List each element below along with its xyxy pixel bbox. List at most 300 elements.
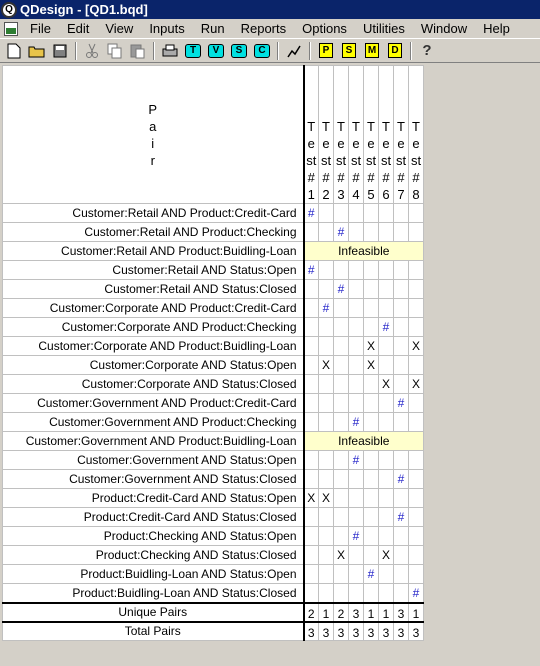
pair-header-letter: i	[151, 135, 155, 151]
m-icon: M	[365, 43, 379, 58]
grid-cell[interactable]	[394, 413, 409, 432]
grid-cell[interactable]: #	[394, 508, 409, 527]
grid-cell[interactable]	[394, 451, 409, 470]
grid-cell[interactable]	[364, 584, 379, 603]
test-header-text: T	[382, 119, 390, 134]
menu-edit[interactable]: Edit	[66, 21, 90, 36]
test-header-text: e	[352, 136, 360, 151]
pair-label: Customer:Corporate AND Status:Open	[3, 356, 304, 375]
table-row	[3, 470, 424, 489]
grid-cell[interactable]	[364, 508, 379, 527]
pair-label: Product:Checking AND Status:Closed	[3, 546, 304, 565]
menu-reports[interactable]: Reports	[240, 21, 287, 36]
test-tool-button[interactable]	[183, 41, 203, 61]
p-report-button[interactable]	[316, 41, 336, 61]
table-row	[3, 204, 424, 223]
grid-cell[interactable]: #	[379, 318, 394, 337]
grid-cell[interactable]	[379, 527, 394, 546]
grid-cell[interactable]	[379, 299, 394, 318]
grid-cell[interactable]	[364, 280, 379, 299]
grid-cell[interactable]	[304, 546, 319, 565]
grid-cell[interactable]	[334, 470, 349, 489]
summary-label: Total Pairs	[3, 622, 304, 641]
test-header-text: 5	[367, 187, 375, 202]
grid-cell[interactable]	[394, 204, 409, 223]
pairs-grid	[2, 65, 424, 641]
pair-label: Customer:Government AND Status:Open	[3, 451, 304, 470]
pair-label: Product:Credit-Card AND Status:Closed	[3, 508, 304, 527]
grid-cell[interactable]	[319, 546, 334, 565]
grid-cell[interactable]	[379, 261, 394, 280]
test-header-text: 1	[307, 187, 315, 202]
grid-cell[interactable]	[304, 508, 319, 527]
grid-cell[interactable]	[319, 394, 334, 413]
grid-cell[interactable]	[364, 318, 379, 337]
grid-cell[interactable]: X	[364, 337, 379, 356]
test-header-text: #	[367, 170, 375, 185]
pair-label: Customer:Retail AND Product:Checking	[3, 223, 304, 242]
table-row	[3, 565, 424, 584]
grid-cell[interactable]	[379, 337, 394, 356]
grid-cell[interactable]	[394, 356, 409, 375]
menu-file[interactable]: File	[30, 21, 51, 36]
pair-label: Customer:Corporate AND Product:Buidling-Loan	[3, 337, 304, 356]
menu-run[interactable]: Run	[200, 21, 225, 36]
grid-cell[interactable]	[409, 451, 424, 470]
table-row	[3, 318, 424, 337]
grid-cell[interactable]	[379, 584, 394, 603]
grid-cell[interactable]	[394, 546, 409, 565]
grid-cell[interactable]	[349, 546, 364, 565]
grid-cell[interactable]	[364, 394, 379, 413]
grid-cell[interactable]	[304, 337, 319, 356]
grid-cell[interactable]	[304, 470, 319, 489]
grid-cell[interactable]	[379, 204, 394, 223]
grid-cell[interactable]	[364, 204, 379, 223]
test-header-text: st	[395, 153, 407, 168]
grid-cell[interactable]	[379, 489, 394, 508]
grid-cell[interactable]	[379, 356, 394, 375]
summary-value: 1	[364, 603, 379, 622]
summary-value: 1	[409, 603, 424, 622]
grid-cell[interactable]: #	[304, 261, 319, 280]
test-column-header[interactable]	[319, 66, 334, 204]
pair-header-letter: a	[149, 118, 157, 134]
test-header-text: 4	[352, 187, 360, 202]
summary-value: 3	[409, 622, 424, 641]
test-header-text: T	[307, 119, 316, 134]
pair-label: Customer:Retail AND Status:Closed	[3, 280, 304, 299]
summary-value: 3	[364, 622, 379, 641]
s-tool-button[interactable]	[229, 41, 249, 61]
grid-cell[interactable]: #	[394, 394, 409, 413]
test-header-text: e	[397, 136, 405, 151]
grid-cell[interactable]: #	[349, 527, 364, 546]
pair-column-header	[3, 66, 304, 204]
grid-cell[interactable]	[379, 565, 394, 584]
grid-cell[interactable]	[334, 508, 349, 527]
test-header-text: T	[397, 119, 405, 134]
grid-cell[interactable]	[334, 261, 349, 280]
summary-value: 1	[319, 603, 334, 622]
test-header-text: T	[337, 119, 345, 134]
grid-cell[interactable]	[364, 451, 379, 470]
test-header-text: st	[350, 153, 362, 168]
summary-value: 3	[349, 622, 364, 641]
grid-cell[interactable]	[379, 508, 394, 527]
grid-cell[interactable]	[394, 565, 409, 584]
grid-cell[interactable]	[394, 527, 409, 546]
grid-cell[interactable]	[394, 337, 409, 356]
test-header-text: st	[306, 153, 317, 168]
grid-cell[interactable]	[319, 318, 334, 337]
test-header-text: T	[412, 119, 420, 134]
grid-cell[interactable]: X	[409, 337, 424, 356]
table-row	[3, 223, 424, 242]
test-header-text: #	[382, 170, 390, 185]
v-tool-button[interactable]	[206, 41, 226, 61]
grid-cell[interactable]	[379, 413, 394, 432]
test-column-header[interactable]	[304, 66, 319, 204]
pair-header-letter: P	[148, 101, 158, 117]
grid-cell[interactable]: X	[304, 489, 319, 508]
grid-cell[interactable]	[319, 413, 334, 432]
grid-cell[interactable]	[304, 451, 319, 470]
m-report-button[interactable]	[362, 41, 382, 61]
grid-cell[interactable]	[394, 223, 409, 242]
grid-cell[interactable]	[409, 413, 424, 432]
pair-label: Customer:Corporate AND Product:Checking	[3, 318, 304, 337]
test-column-header[interactable]	[394, 66, 409, 204]
grid-cell[interactable]	[349, 299, 364, 318]
test-header-text: st	[380, 153, 392, 168]
menu-inputs[interactable]: Inputs	[149, 21, 185, 36]
grid-cell[interactable]	[304, 299, 319, 318]
pair-label: Customer:Government AND Product:Checking	[3, 413, 304, 432]
grid-cell[interactable]	[409, 565, 424, 584]
grid-cell[interactable]	[379, 394, 394, 413]
grid-cell[interactable]	[304, 394, 319, 413]
grid-cell[interactable]	[334, 337, 349, 356]
grid-cell[interactable]	[349, 375, 364, 394]
toolbar	[0, 38, 540, 63]
grid-cell[interactable]: X	[364, 356, 379, 375]
grid-cell[interactable]	[319, 204, 334, 223]
test-header-text: T	[322, 119, 330, 134]
table-row	[3, 280, 424, 299]
t-icon: T	[185, 44, 201, 58]
grid-cell[interactable]	[394, 489, 409, 508]
pair-header-letter: r	[150, 152, 155, 168]
grid-cell[interactable]	[379, 280, 394, 299]
test-header-text: e	[367, 136, 375, 151]
grid-cell[interactable]: X	[334, 546, 349, 565]
test-column-header[interactable]	[364, 66, 379, 204]
grid-cell[interactable]	[394, 375, 409, 394]
grid-cell[interactable]	[364, 413, 379, 432]
v-icon: V	[208, 44, 224, 58]
grid-cell[interactable]	[304, 375, 319, 394]
summary-value: 3	[349, 603, 364, 622]
grid-cell[interactable]	[394, 299, 409, 318]
test-header-text: st	[365, 153, 377, 168]
grid-cell[interactable]	[394, 280, 409, 299]
grid-cell[interactable]	[334, 413, 349, 432]
test-header-text: #	[322, 170, 330, 185]
save-icon[interactable]	[50, 41, 70, 61]
grid-cell[interactable]: X	[319, 356, 334, 375]
test-header-text: 6	[382, 187, 390, 202]
table-row	[3, 375, 424, 394]
grid-cell[interactable]	[364, 546, 379, 565]
grid-cell[interactable]	[304, 280, 319, 299]
test-header-text: st	[320, 153, 332, 168]
test-header-text: #	[412, 170, 420, 185]
grid-cell[interactable]	[334, 204, 349, 223]
s-report-button[interactable]	[339, 41, 359, 61]
s-icon: S	[231, 44, 247, 58]
p-icon: P	[319, 43, 333, 58]
grid-cell[interactable]	[349, 261, 364, 280]
paste-icon[interactable]	[128, 41, 148, 61]
test-header-text: e	[382, 136, 390, 151]
grid-cell[interactable]	[409, 394, 424, 413]
grid-cell[interactable]	[349, 280, 364, 299]
d-icon: D	[388, 43, 402, 58]
grid-cell[interactable]	[319, 527, 334, 546]
table-row	[3, 394, 424, 413]
test-header-text: #	[352, 170, 360, 185]
menu-utilities[interactable]: Utilities	[362, 21, 405, 36]
test-header-text: T	[367, 119, 375, 134]
menu-window[interactable]: Window	[420, 21, 468, 36]
grid-cell[interactable]	[349, 223, 364, 242]
table-row	[3, 432, 424, 451]
table-row	[3, 489, 424, 508]
grid-cell[interactable]: #	[304, 204, 319, 223]
grid-cell[interactable]	[304, 584, 319, 603]
grid-cell[interactable]: #	[349, 451, 364, 470]
grid-cell[interactable]	[409, 356, 424, 375]
grid-cell[interactable]	[349, 508, 364, 527]
grid-cell[interactable]: #	[334, 223, 349, 242]
grid-cell[interactable]	[334, 565, 349, 584]
grid-cell[interactable]: X	[379, 375, 394, 394]
grid-cell[interactable]	[319, 451, 334, 470]
grid-cell[interactable]	[409, 204, 424, 223]
print-icon[interactable]	[160, 41, 180, 61]
test-header-text: 2	[322, 187, 330, 202]
cut-icon[interactable]	[82, 41, 102, 61]
pair-label: Customer:Corporate AND Product:Credit-Card	[3, 299, 304, 318]
new-file-icon[interactable]	[4, 41, 24, 61]
test-header-text: st	[410, 153, 422, 168]
window-title: QDesign - [QD1.bqd]	[20, 2, 148, 17]
summary-value: 2	[334, 603, 349, 622]
grid-cell[interactable]	[319, 337, 334, 356]
grid-cell[interactable]	[334, 394, 349, 413]
grid-cell[interactable]: #	[394, 470, 409, 489]
app-logo-icon[interactable]: Q	[1, 2, 17, 18]
test-header-text: st	[335, 153, 347, 168]
grid-cell[interactable]	[394, 584, 409, 603]
summary-value: 2	[304, 603, 319, 622]
grid-cell[interactable]	[364, 223, 379, 242]
grid-cell[interactable]	[334, 299, 349, 318]
grid-cell[interactable]	[349, 565, 364, 584]
grid-cell[interactable]	[379, 451, 394, 470]
grid-cell[interactable]	[334, 318, 349, 337]
grid-cell[interactable]: #	[409, 584, 424, 603]
grid-cell[interactable]	[409, 280, 424, 299]
table-row	[3, 261, 424, 280]
toolbar-separator	[277, 42, 279, 60]
menu-help[interactable]: Help	[483, 21, 510, 36]
grid-cell[interactable]	[364, 489, 379, 508]
grid-cell[interactable]	[304, 318, 319, 337]
grid-cell[interactable]	[379, 470, 394, 489]
table-row	[3, 299, 424, 318]
c-tool-button[interactable]	[252, 41, 272, 61]
open-folder-icon[interactable]	[27, 41, 47, 61]
test-header-text: T	[352, 119, 360, 134]
grid-cell[interactable]	[319, 375, 334, 394]
summary-value: 3	[319, 622, 334, 641]
empty-workspace	[423, 65, 540, 666]
grid-cell[interactable]	[409, 527, 424, 546]
summary-value: 1	[379, 603, 394, 622]
grid-cell[interactable]	[349, 584, 364, 603]
table-row	[3, 508, 424, 527]
copy-icon[interactable]	[105, 41, 125, 61]
d-report-button[interactable]	[385, 41, 405, 61]
test-header-text: 3	[337, 187, 345, 202]
grid-cell[interactable]	[319, 508, 334, 527]
summary-value: 3	[334, 622, 349, 641]
grid-cell[interactable]	[364, 261, 379, 280]
pair-label: Customer:Government AND Product:Buidling-Loan	[3, 432, 304, 451]
document-icon[interactable]	[4, 22, 18, 36]
grid-cell[interactable]	[364, 527, 379, 546]
summary-value: 3	[379, 622, 394, 641]
summary-value: 3	[304, 622, 319, 641]
grid-cell[interactable]: X	[409, 375, 424, 394]
grid-cell[interactable]: #	[319, 299, 334, 318]
grid-cell[interactable]	[409, 299, 424, 318]
pair-label: Customer:Government AND Status:Closed	[3, 470, 304, 489]
grid-cell[interactable]: #	[364, 565, 379, 584]
grid-cell[interactable]	[304, 527, 319, 546]
grid-cell[interactable]	[409, 489, 424, 508]
grid-cell[interactable]	[334, 356, 349, 375]
grid-cell[interactable]: X	[319, 489, 334, 508]
grid-cell[interactable]	[334, 375, 349, 394]
infeasible-cell: Infeasible	[304, 432, 424, 451]
grid-cell[interactable]: X	[379, 546, 394, 565]
grid-cell[interactable]: #	[349, 413, 364, 432]
table-row	[3, 451, 424, 470]
grid-cell[interactable]	[349, 470, 364, 489]
grid-cell[interactable]	[319, 223, 334, 242]
test-column-header[interactable]	[334, 66, 349, 204]
test-column-header[interactable]	[349, 66, 364, 204]
grid-cell[interactable]	[319, 470, 334, 489]
grid-cell[interactable]	[304, 413, 319, 432]
grid-cell[interactable]	[349, 356, 364, 375]
grid-cell[interactable]	[319, 280, 334, 299]
toolbar-separator	[153, 42, 155, 60]
grid-cell[interactable]	[409, 318, 424, 337]
grid-cell[interactable]	[334, 451, 349, 470]
table-row	[3, 356, 424, 375]
test-header-text: e	[337, 136, 345, 151]
table-row	[3, 584, 424, 603]
grid-cell[interactable]	[334, 489, 349, 508]
grid-cell[interactable]	[319, 565, 334, 584]
table-row	[3, 242, 424, 261]
grid-cell[interactable]	[394, 318, 409, 337]
grid-cell[interactable]	[304, 223, 319, 242]
grid-cell[interactable]	[364, 375, 379, 394]
grid-cell[interactable]	[319, 261, 334, 280]
grid-cell[interactable]	[319, 584, 334, 603]
grid-cell[interactable]	[379, 223, 394, 242]
menu-options[interactable]: Options	[302, 21, 347, 36]
test-header-text: 7	[397, 187, 405, 202]
test-column-header[interactable]	[379, 66, 394, 204]
summary-value: 3	[394, 622, 409, 641]
grid-cell[interactable]	[334, 584, 349, 603]
grid-cell[interactable]	[409, 261, 424, 280]
grid-cell[interactable]	[349, 394, 364, 413]
grid-cell[interactable]	[409, 546, 424, 565]
table-row	[3, 337, 424, 356]
pair-label: Customer:Government AND Product:Credit-Card	[3, 394, 304, 413]
menu-bar	[0, 19, 540, 38]
test-header-text: #	[337, 170, 345, 185]
grid-cell[interactable]	[409, 470, 424, 489]
menu-view[interactable]: View	[105, 21, 134, 36]
grid-cell[interactable]	[304, 356, 319, 375]
summary-value: 3	[394, 603, 409, 622]
grid-cell[interactable]	[349, 489, 364, 508]
grid-cell[interactable]	[409, 223, 424, 242]
pair-label: Product:Buidling-Loan AND Status:Open	[3, 565, 304, 584]
grid-cell[interactable]	[364, 299, 379, 318]
infeasible-cell: Infeasible	[304, 242, 424, 261]
grid-cell[interactable]	[349, 204, 364, 223]
table-row	[3, 527, 424, 546]
test-header-text: e	[307, 136, 315, 151]
test-header-text: #	[307, 170, 315, 185]
pair-label: Customer:Retail AND Status:Open	[3, 261, 304, 280]
title-bar	[0, 0, 540, 19]
toolbar-separator	[75, 42, 77, 60]
grid-cell[interactable]	[334, 527, 349, 546]
run-icon[interactable]	[284, 41, 304, 61]
test-header-text: 8	[412, 187, 420, 202]
grid-cell[interactable]: #	[334, 280, 349, 299]
test-header-text: e	[412, 136, 420, 151]
grid-cell[interactable]	[349, 337, 364, 356]
grid-cell[interactable]	[409, 508, 424, 527]
grid-cell[interactable]	[364, 470, 379, 489]
grid-cell[interactable]	[304, 565, 319, 584]
test-column-header[interactable]	[409, 66, 424, 204]
grid-cell[interactable]	[349, 318, 364, 337]
grid-cell[interactable]	[394, 261, 409, 280]
help-icon[interactable]: ?	[422, 42, 432, 59]
